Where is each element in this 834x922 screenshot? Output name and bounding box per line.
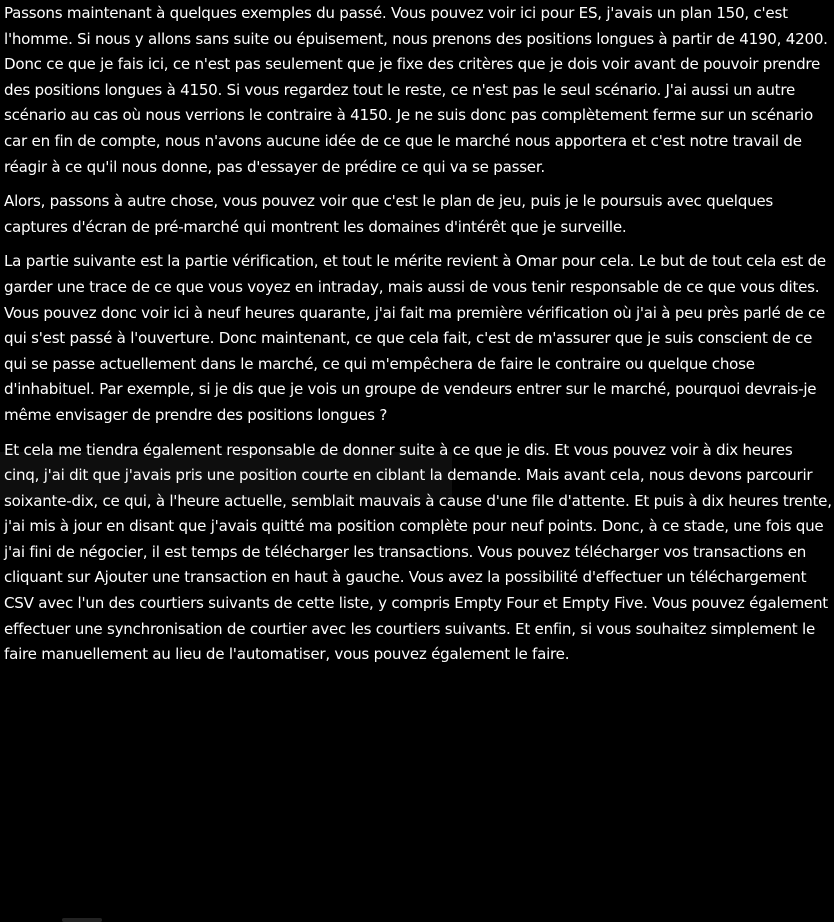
transcript-paragraph: Et cela me tiendra également responsable de donner suite à ce que je dis. Et vous pouvez voir à dix heures cinq, j'ai dit que j'avais pris une position courte en ciblant la demande. Mais avant cela, nous devons parcourir soixante-dix, ce qui, à l'heure actuelle, semblait mauvais à cause d'une file d'attente. Et puis à dix heures trente, j'ai mis à jour en disant que j'avais quitté ma position complète pour neuf points. Donc, à ce stade, une fois que j'ai fini de négocier, il est temps de télécharger les transactions. Vous pouvez télécharger vos transactions en cliquant sur Ajouter une transaction en haut à gauche. Vous avez la possibilité d'effectuer un téléchargement CSV avec l'un des courtiers suivants de cette liste, y compris Empty Four et Empty Five. Vous pouvez également effectuer une synchronisation de courtier avec les courtiers suivants. Et enfin, si vous souhaitez simplement le faire manuellement au lieu de l'automatiser, vous pouvez également le faire. <box>4 440 832 664</box>
background-screenshot-detail <box>62 918 102 922</box>
transcript-paragraph: La partie suivante est la partie vérification, et tout le mérite revient à Omar pour cela. Le but de tout cela est de garder une trace de ce que vous voyez en intraday, mais aussi de vous tenir responsable de ce que vous dites. Vous pouvez donc voir ici à neuf heures quarante, j'ai fait ma première vérification où j'ai à peu près parlé de ce qui s'est passé à l'ouverture. Donc maintenant, ce que cela fait, c'est de m'assurer que je suis conscient de ce qui se passe actuellement dans le marché, ce qui m'empêchera de faire le contraire ou quelque chose d'inhabituel. Par exemple, si je dis que je vois un groupe de vendeurs entrer sur le marché, pourquoi devrais-je même envisager de prendre des positions longues ? <box>4 252 826 424</box>
transcript-paragraph: Alors, passons à autre chose, vous pouvez voir que c'est le plan de jeu, puis je le poursuis avec quelques captures d'écran de pré-marché qui montrent les domaines d'intérêt que je surveille. <box>4 192 774 236</box>
transcript-text-block <box>4 1 832 668</box>
transcript-paragraph: Passons maintenant à quelques exemples du passé. Vous pouvez voir ici pour ES, j'avais un plan 150, c'est l'homme. Si nous y allons sans suite ou épuisement, nous prenons des positions longues à partir de 4190, 4200. Donc ce que je fais ici, ce n'est pas seulement que je fixe des critères que je dois voir avant de pouvoir prendre des positions longues à 4150. Si vous regardez tout le reste, ce n'est pas le seul scénario. J'ai aussi un autre scénario au cas où nous verrions le contraire à 4150. Je ne suis donc pas complètement ferme sur un scénario car en fin de compte, nous n'avons aucune idée de ce que le marché nous apportera et c'est notre travail de réagir à ce qu'il nous donne, pas d'essayer de prédire ce qui va se passer. <box>4 4 828 176</box>
